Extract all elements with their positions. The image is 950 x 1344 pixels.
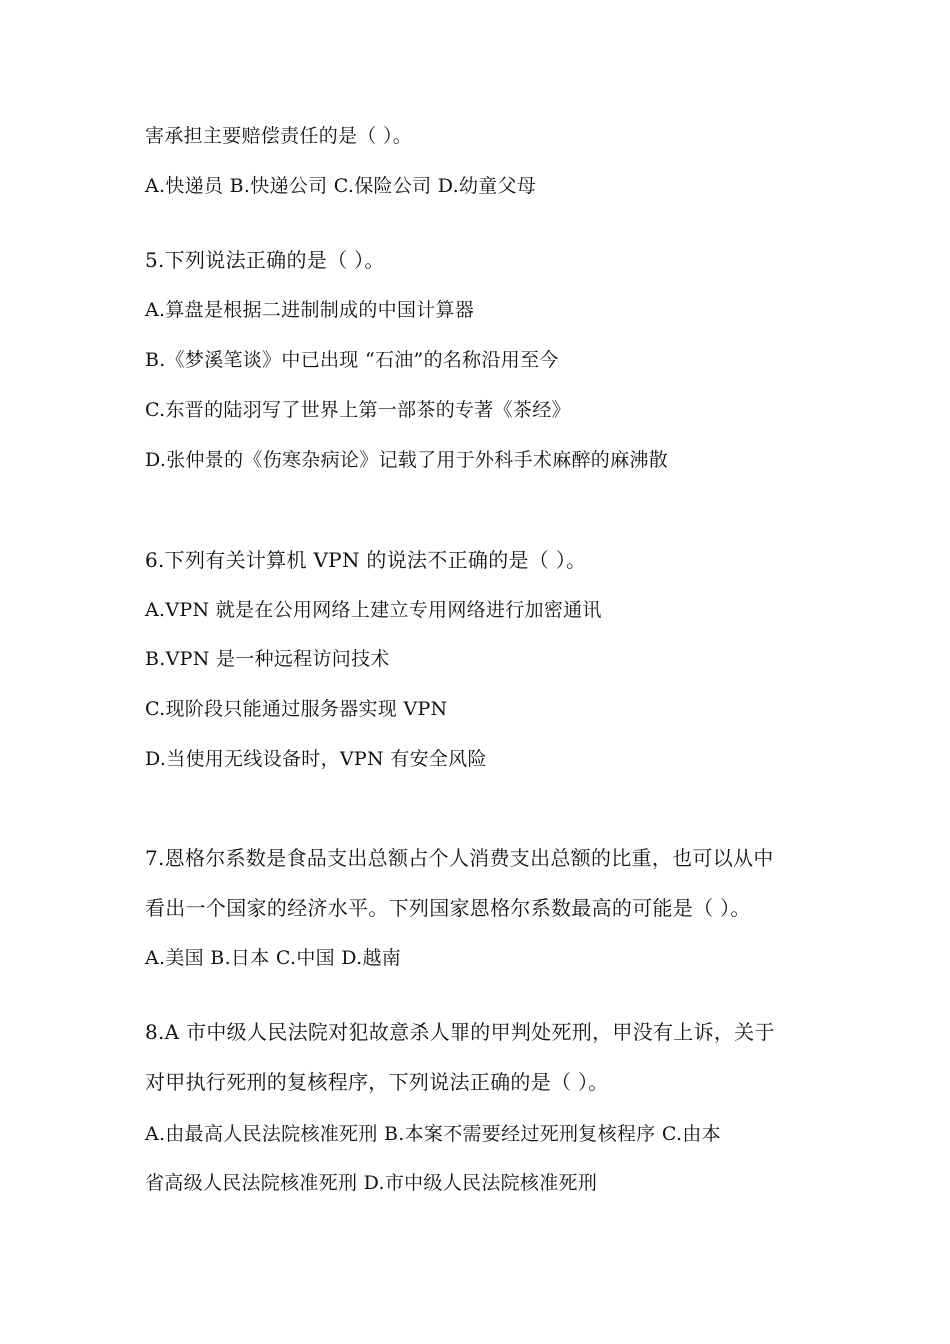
question-6-stem: 6.下列有关计算机 VPN 的说法不正确的是（ ）。 <box>145 548 587 572</box>
question-8-options-line-1: A.由最高人民法院核准死刑 B.本案不需要经过死刑复核程序 C.由本 <box>145 1123 721 1145</box>
question-6-option-b: B.VPN 是一种远程访问技术 <box>145 648 390 670</box>
question-4-options: A.快递员 B.快递公司 C.保险公司 D.幼童父母 <box>145 175 537 197</box>
question-5-option-c: C.东晋的陆羽写了世界上第一部茶的专著《茶经》 <box>145 399 571 421</box>
question-7-stem-line-1: 7.恩格尔系数是食品支出总额占个人消费支出总额的比重，也可以从中 <box>145 846 774 870</box>
question-5-option-b: B.《梦溪笔谈》中已出现 “石油”的名称沿用至今 <box>145 349 559 371</box>
question-8-options-line-2: 省高级人民法院核准死刑 D.市中级人民法院核准死刑 <box>145 1172 598 1194</box>
question-7-stem-line-2: 看出一个国家的经济水平。下列国家恩格尔系数最高的可能是（ ）。 <box>145 896 751 920</box>
question-4-stem-continued: 害承担主要赔偿责任的是（ ）。 <box>145 125 413 147</box>
question-5-option-d: D.张仲景的《伤寒杂病论》记载了用于外科手术麻醉的麻沸散 <box>145 449 668 471</box>
question-5-option-a: A.算盘是根据二进制制成的中国计算器 <box>145 299 475 321</box>
question-5-stem: 5.下列说法正确的是（ ）。 <box>145 248 385 272</box>
question-6-option-a: A.VPN 就是在公用网络上建立专用网络进行加密通讯 <box>145 599 602 621</box>
question-6-option-d: D.当使用无线设备时，VPN 有安全风险 <box>145 748 487 770</box>
question-7-options: A.美国 B.日本 C.中国 D.越南 <box>145 947 402 969</box>
question-6-option-c: C.现阶段只能通过服务器实现 VPN <box>145 698 448 720</box>
question-8-stem-line-2: 对甲执行死刑的复核程序，下列说法正确的是（ ）。 <box>145 1070 609 1094</box>
question-8-stem-line-1: 8.A 市中级人民法院对犯故意杀人罪的甲判处死刑，甲没有上诉，关于 <box>145 1020 775 1044</box>
